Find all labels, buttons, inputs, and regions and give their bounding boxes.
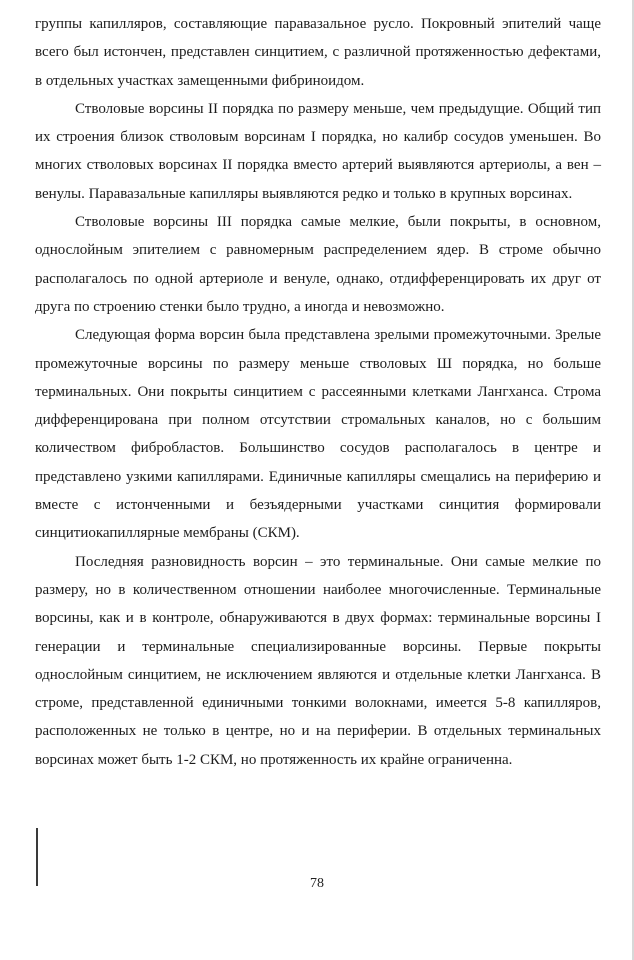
body-text bbox=[35, 10, 601, 774]
paragraph-4: Следующая форма ворсин была представлена зрелыми промежуточными. Зрелые промежуточные ворсины по размеру меньше стволовых Ш порядка, но больше терминальных. Они покрыты синцитием с рассеянными клетками Лангханса. Строма дифференцирована при полном отсутствии стромальных каналов, но с большим количеством фибробластов. Большинство сосудов располагалось в центре и представлено узкими капиллярами. Единичные капилляры смещались на периферию и вместе с истонченными и безъядерными участками синцития формировали синцитиокапиллярные мембраны (СКМ). bbox=[35, 327, 601, 542]
paragraph-5: Последняя разновидность ворсин – это терминальные. Они самые мелкие по размеру, но в количественном отношении наиболее многочисленные. Терминальные ворсины, как и в контроле, обнаруживаются в двух формах: терминальные ворсины I генерации и терминальные специализированные ворсины. Первые покрыты однослойным синцитием, не исключением являются и отдельные клетки Лангханса. В строме, представленной единичными тонкими волокнами, имеется 5-8 капилляров, расположенных не только в центре, но и на периферии. В отдельных терминальных ворсинах может быть 1-2 СКМ, но протяженность их крайне ограниченна. bbox=[35, 553, 601, 768]
paragraph-2: Стволовые ворсины II порядка по размеру меньше, чем предыдущие. Общий тип их строения близок стволовым ворсинам I порядка, но калибр сосудов уменьшен. Во многих стволовых ворсинах II порядка вместо артерий выявляются артериолы, а вен – венулы. Паравазальные капилляры выявляются редко и только в крупных ворсинах. bbox=[35, 100, 601, 202]
paragraph-1: группы капилляров, составляющие паравазальное русло. Покровный эпителий чаще всего был истончен, представлен синцитием, с различной протяженностью дефектами, в отдельных участках замещенными фибриноидом. bbox=[35, 16, 601, 89]
paragraph-3: Стволовые ворсины III порядка самые мелкие, были покрыты, в основном, однослойным эпителием с равномерным распределением ядер. В строме обычно располагалось по одной артериоле и венуле, однако, отдифференцировать их друг от друга по строению стенки было трудно, а иногда и невозможно. bbox=[35, 214, 601, 315]
page-number: 78 bbox=[310, 876, 324, 891]
